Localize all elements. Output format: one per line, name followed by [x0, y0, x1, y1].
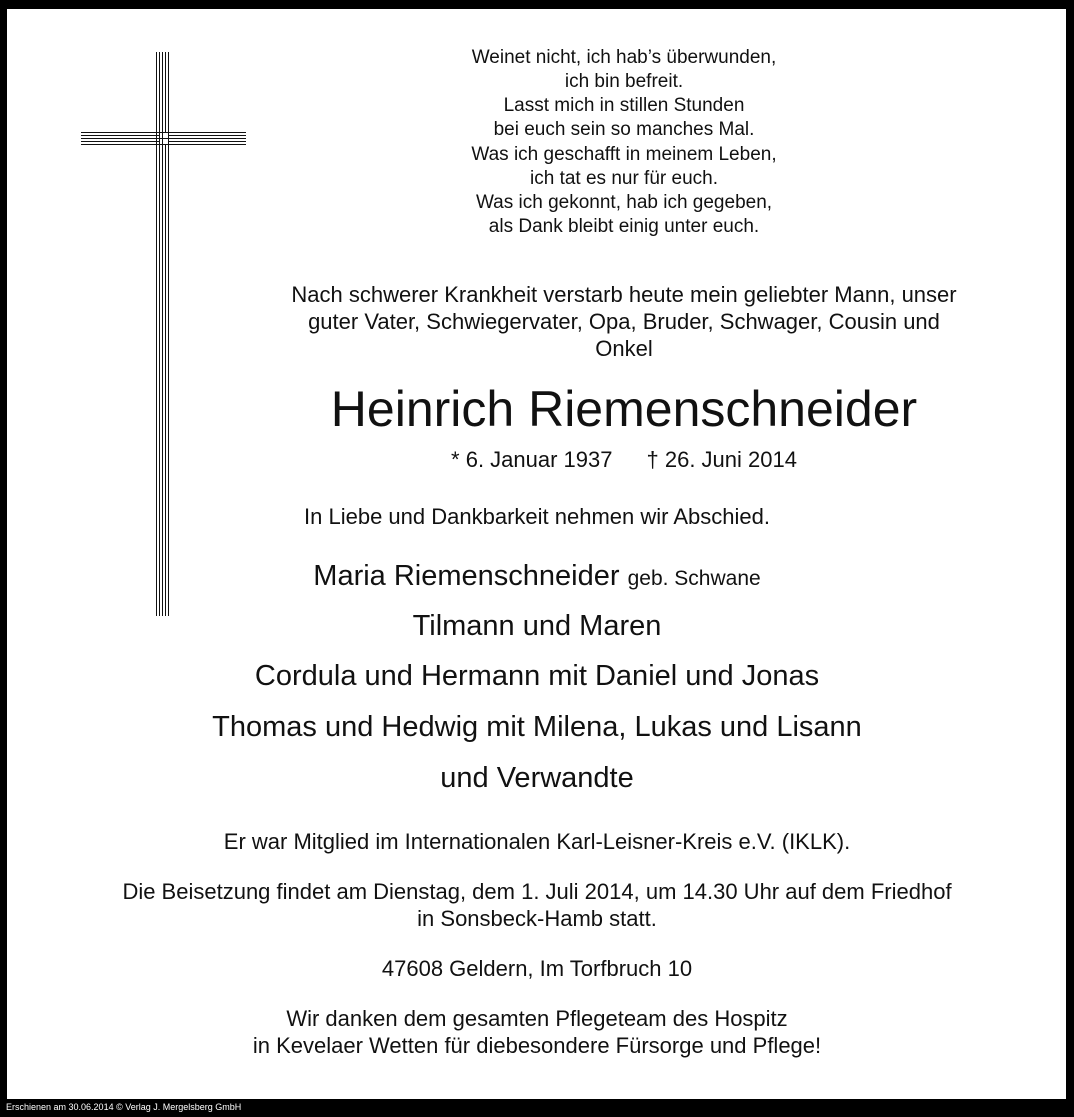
family-widow [0, 560, 1074, 593]
family-line: und Verwandte [440, 762, 634, 794]
poem-line: Was ich gekonnt, hab ich gegeben, [475, 192, 773, 213]
funeral-line: in Sonsbeck-Hamb statt. [417, 906, 657, 931]
widow-maiden-name: geb. Schwane [627, 567, 761, 590]
widow-name: Maria Riemenschneider [313, 560, 620, 592]
intro-line: Onkel [595, 336, 653, 361]
poem-line: Weinet nicht, ich hab’s überwunden, [471, 47, 777, 68]
publication-footer: Erschienen am 30.06.2014 © Verlag J. Mergelsberg GmbH [6, 1102, 242, 1112]
poem-line: bei euch sein so manches Mal. [493, 119, 755, 140]
funeral-line: Die Beisetzung findet am Dienstag, dem 1. Juli 2014, um 14.30 Uhr auf dem Friedhof [122, 879, 952, 904]
farewell-text: In Liebe und Dankbarkeit nehmen wir Abschied. [304, 504, 770, 529]
family-line: Cordula und Hermann mit Daniel und Jonas [254, 660, 820, 692]
birth-date: * 6. Januar 1937 [451, 447, 613, 472]
life-dates [87, 447, 1074, 473]
membership-text: Er war Mitglied im Internationalen Karl-Leisner-Kreis e.V. (IKLK). [223, 829, 851, 854]
poem-line: ich tat es nur für euch. [530, 168, 718, 189]
family-line: Thomas und Hedwig mit Milena, Lukas und Lisann [212, 711, 862, 743]
family-line: Tilmann und Maren [412, 610, 662, 642]
thanks-line: in Kevelaer Wetten für diebesondere Fürsorge und Pflege! [252, 1033, 822, 1058]
death-date: † 26. Juni 2014 [646, 447, 797, 472]
deceased-name: Heinrich Riemenschneider [330, 381, 918, 437]
poem-line: ich bin befreit. [564, 71, 684, 92]
poem-line: Lasst mich in stillen Stunden [503, 95, 745, 116]
poem-line: Was ich geschafft in meinem Leben, [471, 144, 777, 165]
intro-line: Nach schwerer Krankheit verstarb heute mein geliebter Mann, unser [291, 282, 957, 307]
intro-line: guter Vater, Schwiegervater, Opa, Bruder, Schwager, Cousin und [308, 309, 940, 334]
poem-line: als Dank bleibt einig unter euch. [488, 216, 760, 237]
address-text: 47608 Geldern, Im Torfbruch 10 [381, 956, 693, 981]
thanks-line: Wir danken dem gesamten Pflegeteam des Hospitz [286, 1006, 788, 1031]
